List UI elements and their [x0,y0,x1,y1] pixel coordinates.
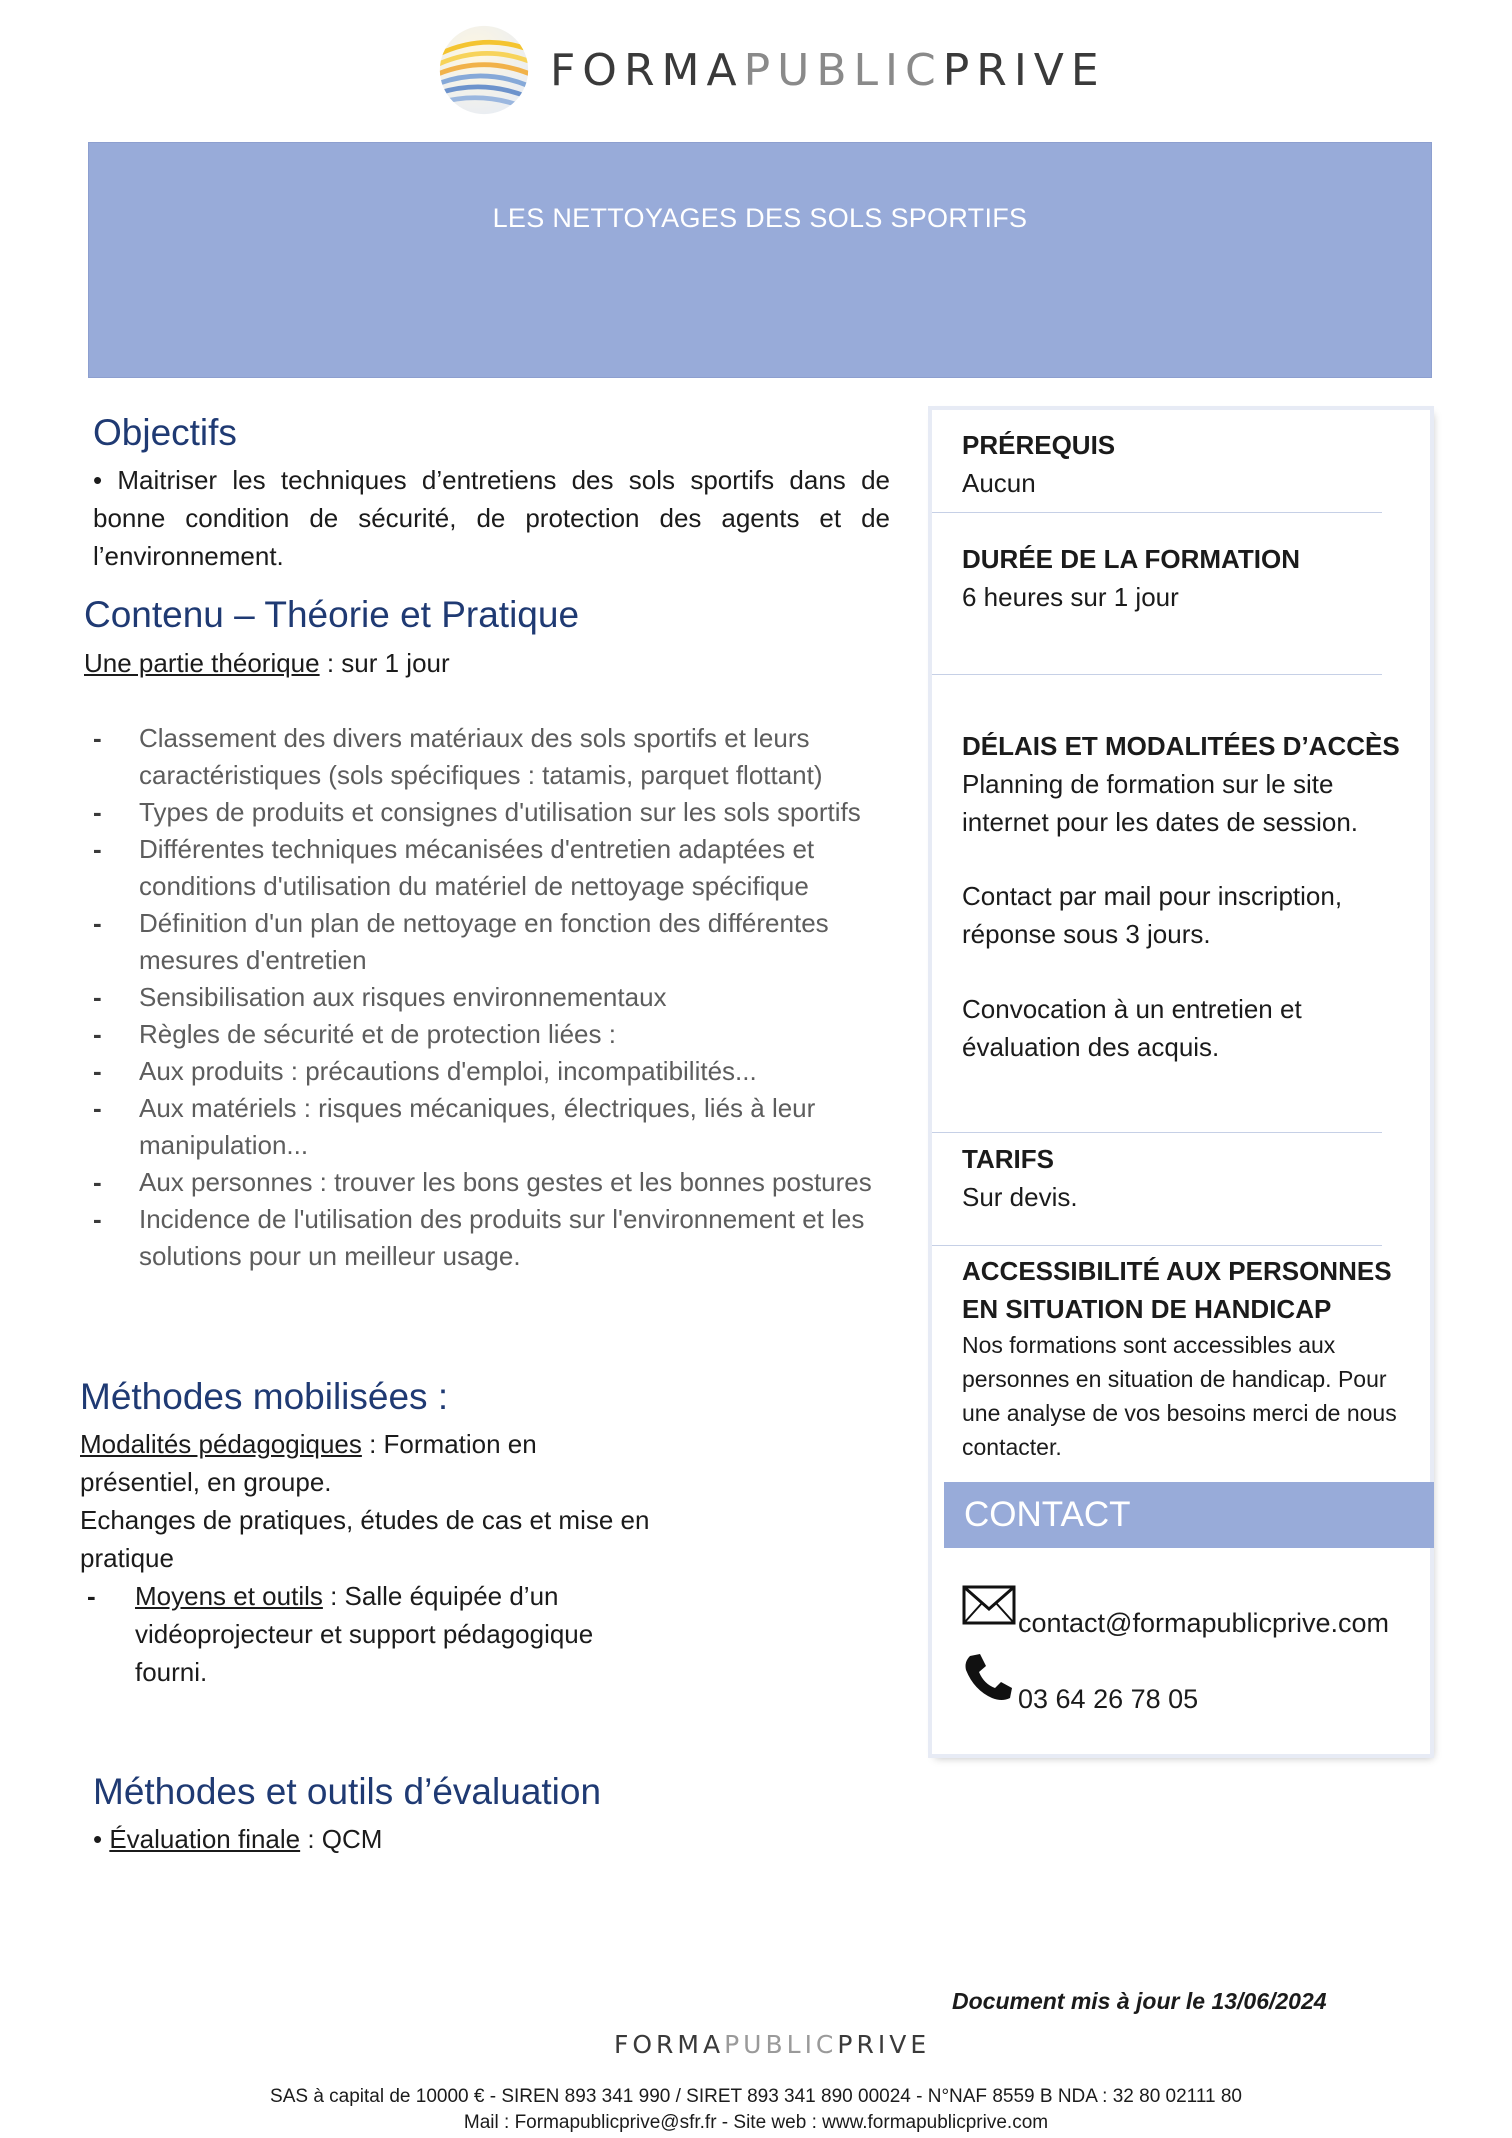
evaluation-text: • Évaluation finale : QCM [93,1824,383,1854]
moyens-label: Moyens et outils [135,1581,323,1611]
prerequis-title: PRÉREQUIS [962,430,1116,460]
contact-phone[interactable]: 03 64 26 78 05 [1018,1684,1199,1714]
contact-email[interactable]: contact@formapublicprive.com [1018,1608,1390,1638]
list-item: - Aux personnes : trouver les bons gestes et les bonnes postures [93,1164,893,1201]
modalites-text: Modalités pédagogiques : Formation en présentiel, en groupe. [80,1429,537,1497]
list-item: - Incidence de l'utilisation des produits sur l'environnement et les solutions pour un meilleur usage. [93,1201,893,1275]
tarifs-title: TARIFS [962,1144,1054,1174]
list-item: - Aux matériels : risques mécaniques, électriques, liés à leur manipulation... [93,1090,893,1164]
list-item: - Sensibilisation aux risques environnementaux [93,979,893,1016]
footer-legal: SAS à capital de 10000 € - SIREN 893 341 990 / SIRET 893 341 890 00024 - N°NAF 8559 B NDA : 32 80 02111 80 [270,2086,1242,2107]
echanges-text: Echanges de pratiques, études de cas et mise en pratique [80,1505,650,1573]
methodes-heading: Méthodes mobilisées : [80,1376,449,1417]
list-item: - Types de produits et consignes d'utilisation sur les sols sportifs [93,794,893,831]
divider [932,1245,1382,1246]
envelope-icon [962,1585,1016,1630]
moyens-item: - Moyens et outils : Salle équipée d’un vidéoprojecteur et support pédagogique fourni. [87,1581,594,1687]
modalites-label: Modalités pédagogiques [80,1429,362,1459]
globe-logo-icon [436,22,532,118]
delais-text-1: Planning de formation sur le site internet pour les dates de session. [962,769,1359,837]
contenu-list [93,720,893,1275]
phone-icon [962,1652,1014,1707]
delais-text-2: Contact par mail pour inscription, réponse sous 3 jours. [962,881,1343,949]
footer-brand: FORMAPUBLICPRIVE [614,2030,931,2059]
accessibilite-title: ACCESSIBILITÉ AUX PERSONNES EN SITUATION DE HANDICAP [962,1256,1392,1324]
delais-title: DÉLAIS ET MODALITÉES D’ACCÈS [962,731,1400,761]
accessibilite-text: Nos formations sont accessibles aux personnes en situation de handicap. Pour une analyse de vos besoins merci de nous contacter. [962,1332,1397,1460]
page-title: LES NETTOYAGES DES SOLS SPORTIFS [492,203,1028,233]
evaluation-heading: Méthodes et outils d’évaluation [93,1771,602,1812]
footer-contact: Mail : Formapublicprive@sfr.fr - Site web : www.formapublicprive.com [463,2112,1049,2133]
list-item: - Classement des divers matériaux des sols sportifs et leurs caractéristiques (sols spécifiques : tatamis, parquet flottant) [93,720,893,794]
list-item: - Règles de sécurité et de protection liées : [93,1016,893,1053]
divider [932,1132,1382,1133]
contenu-heading: Contenu – Théorie et Pratique [84,594,580,635]
duree-title: DURÉE DE LA FORMATION [962,544,1300,574]
list-item: - Différentes techniques mécanisées d'entretien adaptées et conditions d'utilisation du matériel de nettoyage spécifique [93,831,893,905]
objectifs-text: • Maitriser les techniques d’entretiens des sols sportifs dans de bonne condition de sécurité, de protection des agents et de l’environnement. [93,465,890,571]
list-item: - Définition d'un plan de nettoyage en fonction des différentes mesures d'entretien [93,905,893,979]
brand-name: FORMAPUBLICPRIVE [550,44,1106,96]
divider [932,512,1382,513]
title-banner [88,142,1432,378]
list-item: - Aux produits : précautions d'emploi, incompatibilités... [93,1053,893,1090]
header-logo [436,22,1106,118]
partie-theorique-label: Une partie théorique [84,648,320,678]
updated-date: Document mis à jour le 13/06/2024 [952,1988,1327,2014]
evaluation-label: Évaluation finale [109,1824,301,1854]
delais-text-3: Convocation à un entretien et évaluation des acquis. [962,994,1302,1062]
prerequis-value: Aucun [962,468,1036,498]
duree-value: 6 heures sur 1 jour [962,582,1179,612]
contact-heading: CONTACT [944,1482,1434,1548]
objectifs-heading: Objectifs [93,412,237,453]
partie-theorique: Une partie théorique : sur 1 jour [84,648,450,678]
divider [932,674,1382,675]
tarifs-value: Sur devis. [962,1182,1078,1212]
